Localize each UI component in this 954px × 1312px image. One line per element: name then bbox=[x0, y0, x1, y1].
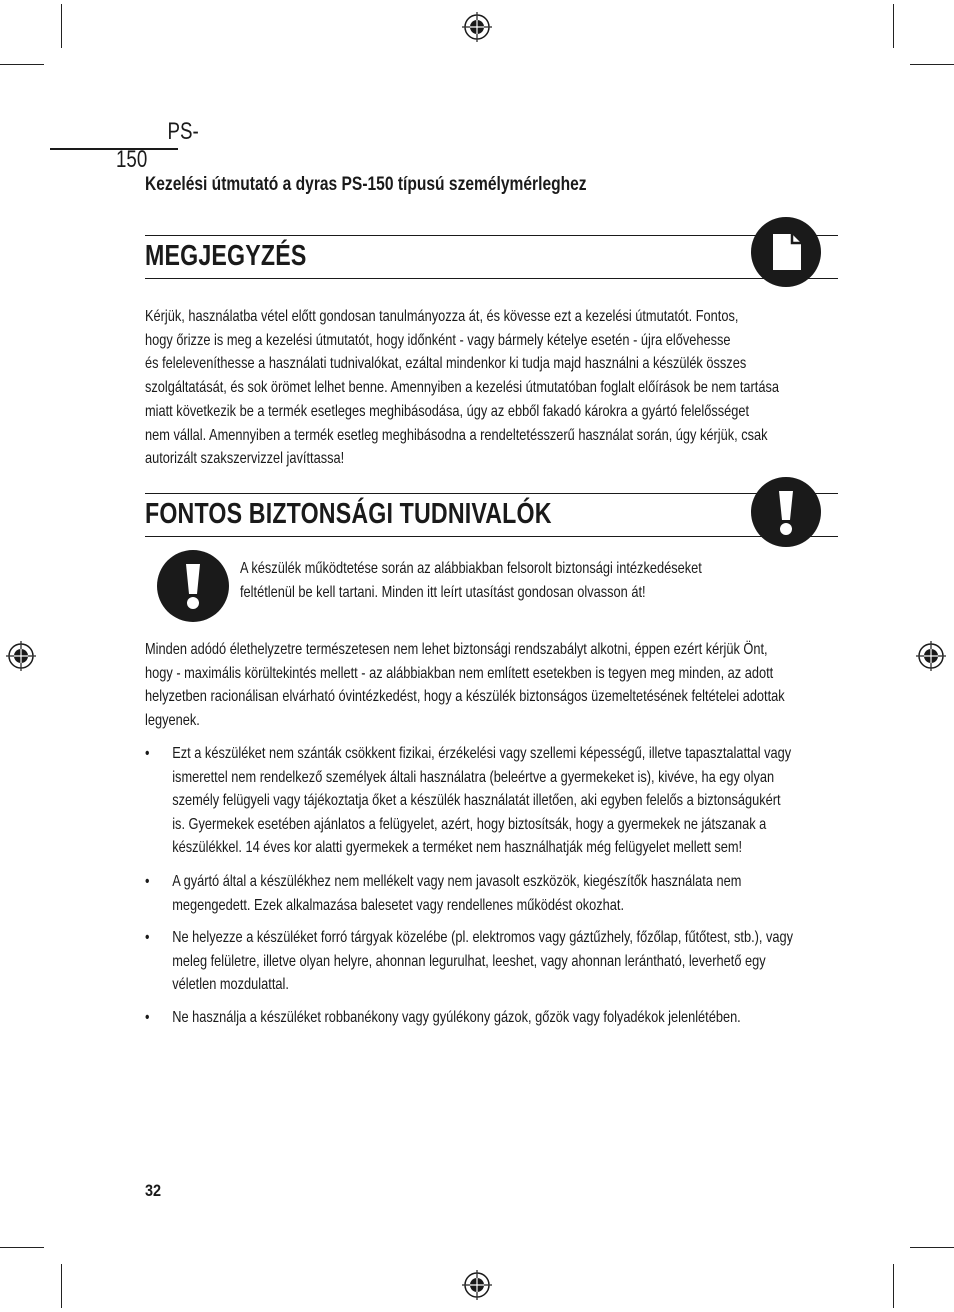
crop-mark bbox=[893, 1264, 894, 1308]
text-line: Ne használja a készüléket robbanékony vagy gyúlékony gázok, gőzök vagy folyadékok jelenlétében. bbox=[172, 1009, 741, 1026]
text-line: helyzetben racionálisan elvárható óvintézkedést, hogy a készülék biztonságos üzemeltetésének feltételei adottak bbox=[145, 688, 785, 706]
bullet-text bbox=[172, 1006, 741, 1030]
section-rule-top bbox=[145, 235, 838, 236]
text-line: Ezt a készüléket nem szánták csökkent fizikai, érzékelési vagy szellemi képességű, illetve tapasztalattal vagy bbox=[172, 745, 792, 762]
registration-mark-icon bbox=[462, 12, 492, 42]
warning-paragraph bbox=[240, 557, 800, 604]
crop-mark bbox=[910, 1247, 954, 1248]
text-line: autorizált szakszervizzel javíttassa! bbox=[145, 450, 345, 468]
exclamation-icon bbox=[751, 477, 821, 547]
warning-exclamation-icon bbox=[157, 550, 229, 622]
registration-mark-icon bbox=[6, 641, 36, 671]
text-line: hogy őrizze is meg a kezelési útmutatót, hogy időnként - vagy bármely kételye esetén - újra elővehesse bbox=[145, 331, 731, 349]
bullet-dot: • bbox=[145, 929, 150, 946]
text-line: Minden adódó élethelyzetre természetesen nem lehet biztonsági rendszabályt alkotni, éppen ezért kérjük Önt, bbox=[145, 641, 768, 658]
text-line: és feleleveníthesse a használati tudnivalókat, ezáltal mindenkor ki tudja majd használni a készülék összes bbox=[145, 355, 747, 373]
text-line: nem vállal. Amennyiben a termék esetleg meghibásodna a rendeltetésszerű használat során, úgy kérjük, csak bbox=[145, 426, 768, 444]
text-line: Ne helyezze a készüléket forró tárgyak közelébe (pl. elektromos vagy gáztűzhely, főzőlap, fűtőtest, stb.), vagy bbox=[172, 929, 794, 946]
bullet-text bbox=[172, 870, 741, 917]
section-rule-top bbox=[145, 493, 838, 494]
crop-mark bbox=[893, 4, 894, 48]
crop-mark bbox=[61, 1264, 62, 1308]
text-line: megengedett. Ezek alkalmazása balesetet vagy rendellenes működést okozhat. bbox=[172, 896, 625, 914]
safety-intro-paragraph bbox=[145, 638, 833, 733]
bullet-dot: • bbox=[145, 745, 150, 762]
model-label bbox=[50, 118, 199, 173]
bullet-text bbox=[172, 742, 791, 860]
page-number: 32 bbox=[145, 1181, 162, 1200]
bullet-text bbox=[172, 926, 793, 997]
section-rule-bottom bbox=[145, 536, 838, 537]
text-line: ismerettel nem rendelkező személyek általi használatra (beleértve a gyermekeket is), kivéve, ha egy olyan bbox=[172, 768, 775, 786]
document-icon bbox=[751, 217, 821, 287]
text-line: készülékkel. 14 éves kor alatti gyermekek a terméket nem használhatják még felügyelet mellett sem! bbox=[172, 839, 743, 856]
text-line: Kérjük, használatba vétel előtt gondosan tanulmányozza át, és kövesse ezt a kezelési útmutatót. Fontos, bbox=[145, 308, 739, 325]
section-rule-bottom bbox=[145, 278, 838, 279]
crop-mark bbox=[910, 64, 954, 65]
text-line: hogy - maximális körültekintés mellett - az alábbiakban nem említett esetekben is tegyen meg minden, az adott bbox=[145, 664, 774, 682]
safety-heading: FONTOS BIZTONSÁGI TUDNIVALÓK bbox=[145, 498, 552, 530]
text-line: A gyártó által a készülékhez nem mellékelt vagy nem javasolt eszközök, kiegészítők használata nem bbox=[172, 873, 742, 890]
note-heading: MEGJEGYZÉS bbox=[145, 240, 307, 272]
note-paragraph bbox=[145, 305, 833, 471]
text-line: személy felügyeli vagy tájékoztatja őket a készülék használatát illetően, aki egyben felelős a biztonságukért bbox=[172, 792, 781, 809]
model-label-text: PS-150 bbox=[116, 118, 199, 173]
crop-mark bbox=[0, 64, 44, 65]
text-line: meleg felületre, illetve olyan helyre, ahonnan legurulhat, leeshet, vagy ahonnan lerántható, leverhető egy bbox=[172, 952, 766, 970]
document-subtitle: Kezelési útmutató a dyras PS-150 típusú személymérleghez bbox=[145, 174, 587, 195]
registration-mark-icon bbox=[462, 1270, 492, 1300]
text-line: feltétlenül be kell tartani. Minden itt leírt utasítást gondosan olvasson át! bbox=[240, 583, 646, 601]
crop-mark bbox=[61, 4, 62, 48]
text-line: A készülék működtetése során az alábbiakban felsorolt biztonsági intézkedéseket bbox=[240, 560, 702, 577]
text-line: szolgáltatását, és sok örömet lelhet benne. Amennyiben a kezelési útmutatóban foglalt előírások be nem tartása bbox=[145, 379, 779, 397]
bullet-dot: • bbox=[145, 873, 150, 890]
text-line: miatt következik be a termék esetleges meghibásodása, úgy az ebből fakadó károkra a gyártó felelősséget bbox=[145, 402, 750, 420]
bullet-dot: • bbox=[145, 1009, 150, 1026]
crop-mark bbox=[0, 1247, 44, 1248]
text-line: is. Gyermekek esetében ajánlatos a felügyelet, azért, hogy biztosítsák, hogy a gyermekek ne játszanak a bbox=[172, 815, 767, 833]
text-line: véletlen mozdulattal. bbox=[172, 976, 289, 993]
text-line: legyenek. bbox=[145, 712, 200, 730]
registration-mark-icon bbox=[916, 641, 946, 671]
